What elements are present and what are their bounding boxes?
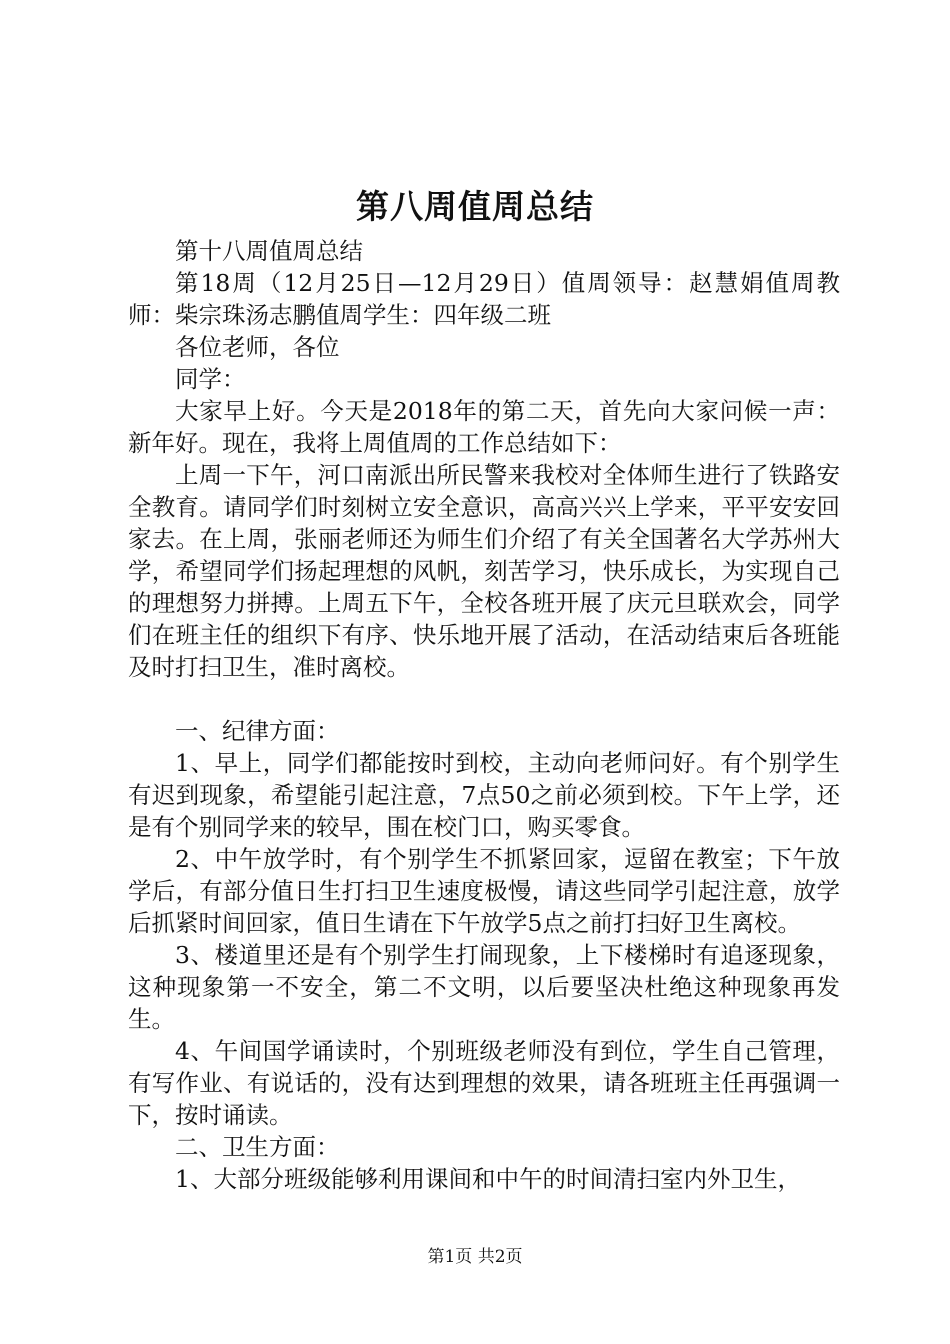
section-heading-hygiene: 二、卫生方面： — [175, 1133, 340, 1161]
document-body — [128, 235, 840, 1195]
paragraph-greeting-1: 各位老师，各位 — [175, 333, 340, 361]
paragraph-summary: 上周一下午，河口南派出所民警来我校对全体师生进行了铁路安全教育。请同学们时刻树立安全意识，高高兴兴上学来，平平安安回家去。在上周，张丽老师还为师生们介绍了有关全国著名大学苏州大学，希望同学们扬起理想的风帆，刻苦学习，快乐成长，为实现自己的理想努力拼搏。上周五下午，全校各班开展了庆元旦联欢会，同学们在班主任的组织下有序、快乐地开展了活动，在活动结束后各班能及时打扫卫生，准时离校。 — [128, 461, 840, 681]
page-footer: 第1页 共2页 — [427, 1247, 523, 1267]
paragraph-greeting-2: 同学： — [175, 365, 246, 393]
paragraph-discipline-2: 2、中午放学时，有个别学生不抓紧回家，逗留在教室；下午放学后，有部分值日生打扫卫生速度极慢，请这些同学引起注意，放学后抓紧时间回家，值日生请在下午放学5点之前打扫好卫生离校。 — [128, 845, 840, 937]
paragraph-subtitle: 第十八周值周总结 — [175, 237, 363, 265]
document-title: 第八周值周总结 — [356, 187, 594, 226]
paragraph-discipline-3: 3、楼道里还是有个别学生打闹现象，上下楼梯时有追逐现象，这种现象第一不安全，第二不文明，以后要坚决杜绝这种现象再发生。 — [128, 941, 840, 1033]
paragraph-duty-info: 第18周（12月25日—12月29日）值周领导：赵慧娟值周教师：柴宗珠汤志鹏值周学生：四年级二班 — [128, 269, 840, 329]
paragraph-intro: 大家早上好。今天是2018年的第二天，首先向大家问候一声：新年好。现在，我将上周值周的工作总结如下： — [128, 397, 840, 457]
paragraph-hygiene-1: 1、大部分班级能够利用课间和中午的时间清扫室内外卫生， — [175, 1165, 801, 1193]
paragraph-discipline-4: 4、午间国学诵读时，个别班级老师没有到位，学生自己管理，有写作业、有说话的，没有达到理想的效果，请各班班主任再强调一下，按时诵读。 — [128, 1037, 840, 1129]
paragraph-discipline-1: 1、早上，同学们都能按时到校，主动向老师问好。有个别学生有迟到现象，希望能引起注意，7点50之前必须到校。下午上学，还是有个别同学来的较早，围在校门口，购买零食。 — [128, 749, 840, 841]
section-heading-discipline: 一、纪律方面： — [175, 717, 340, 745]
